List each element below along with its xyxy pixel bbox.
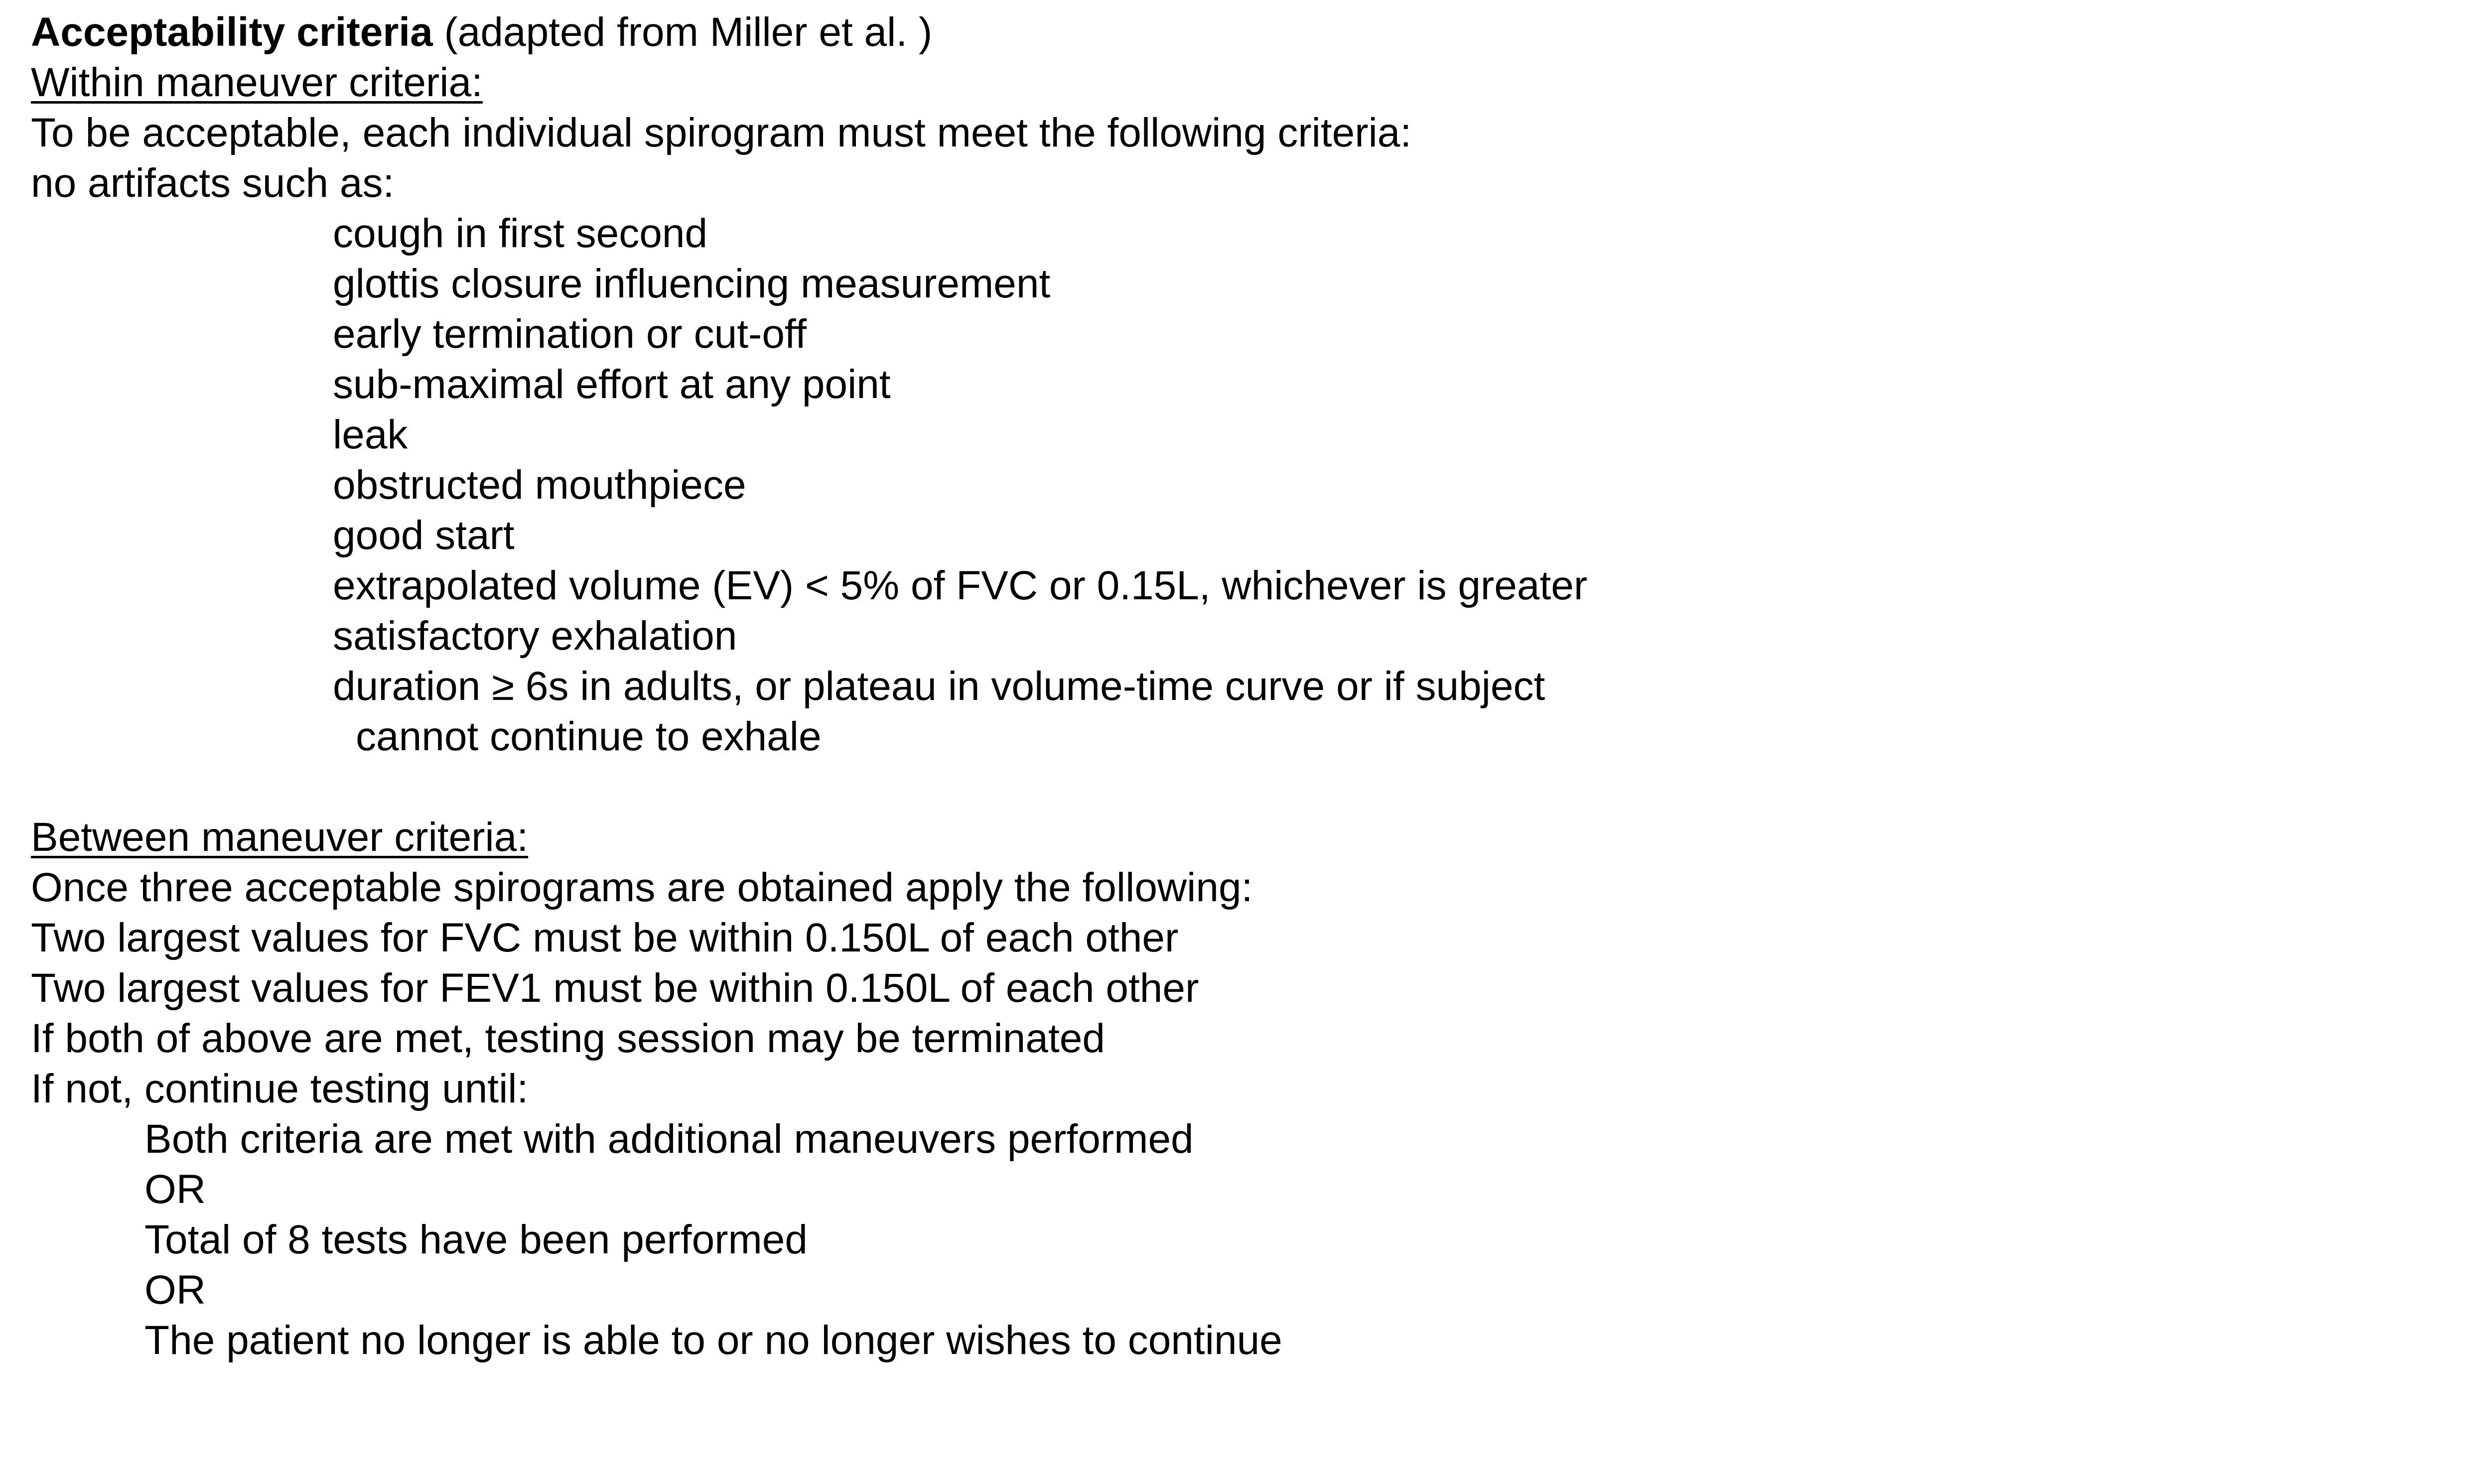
criteria-item: leak xyxy=(333,412,408,457)
within-intro: To be acceptable, each individual spirogram must meet the following criteria: xyxy=(31,110,1412,155)
criteria-item: sub-maximal effort at any point xyxy=(333,362,891,407)
criteria-item: extrapolated volume (EV) < 5% of FVC or 0.15L, whichever is greater xyxy=(333,563,1588,608)
continue-condition: Both criteria are met with additional maneuvers performed xyxy=(144,1116,1194,1162)
continue-condition: The patient no longer is able to or no longer wishes to continue xyxy=(144,1318,1282,1363)
continue-condition: Total of 8 tests have been performed xyxy=(144,1217,808,1262)
criteria-item: cough in first second xyxy=(333,211,708,256)
criteria-item: early termination or cut-off xyxy=(333,311,807,357)
criteria-item-continuation: cannot continue to exhale xyxy=(356,714,822,759)
document-title xyxy=(31,7,932,57)
criteria-item: glottis closure influencing measurement xyxy=(333,261,1051,306)
between-line: Once three acceptable spirograms are obtained apply the following: xyxy=(31,865,1253,910)
between-line: If not, continue testing until: xyxy=(31,1066,529,1111)
or-separator: OR xyxy=(144,1167,206,1212)
title-bold-text: Acceptability criteria xyxy=(31,9,433,55)
between-line: If both of above are met, testing session may be terminated xyxy=(31,1016,1105,1061)
or-separator: OR xyxy=(144,1267,206,1313)
between-line: Two largest values for FVC must be within 0.150L of each other xyxy=(31,915,1179,960)
title-citation-text: (adapted from Miller et al. ) xyxy=(432,9,933,55)
criteria-item: good start xyxy=(333,513,515,558)
criteria-item: obstructed mouthpiece xyxy=(333,462,746,508)
within-maneuver-heading: Within maneuver criteria: xyxy=(31,60,483,105)
artifacts-label: no artifacts such as: xyxy=(31,160,395,206)
between-maneuver-heading: Between maneuver criteria: xyxy=(31,814,529,860)
between-line: Two largest values for FEV1 must be within 0.150L of each other xyxy=(31,965,1199,1011)
criteria-item: satisfactory exhalation xyxy=(333,613,737,659)
criteria-item: duration ≥ 6s in adults, or plateau in volume-time curve or if subject xyxy=(333,664,1545,709)
